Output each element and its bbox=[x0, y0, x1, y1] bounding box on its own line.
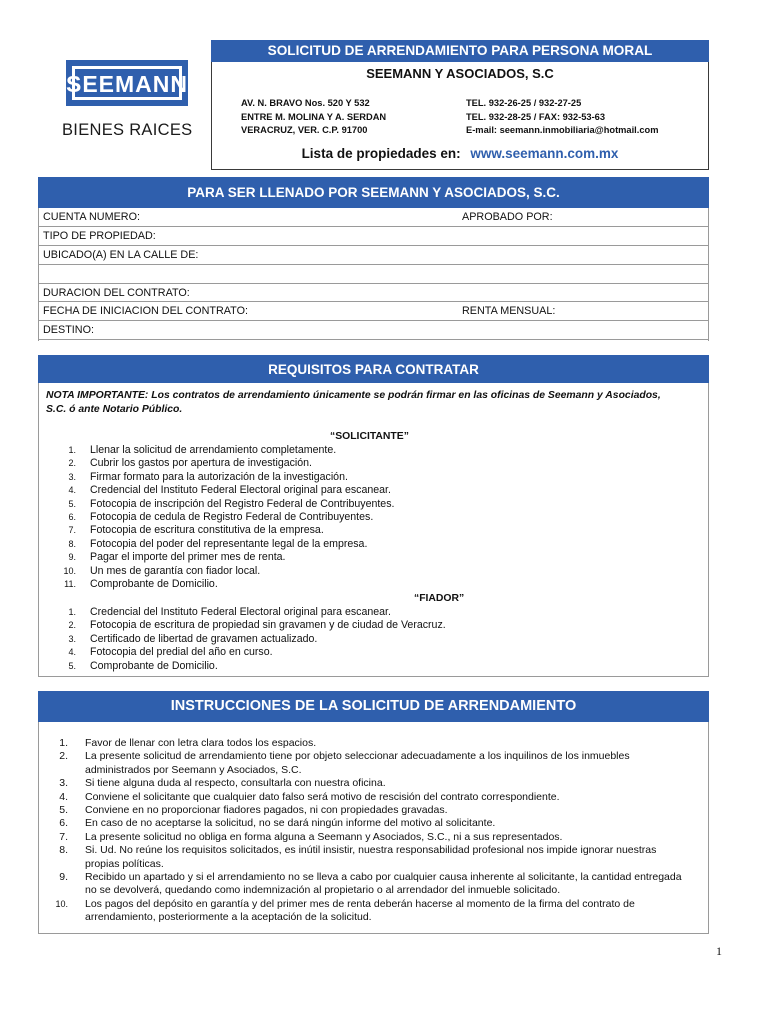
list-item: 3. Firmar formato para la autorización de la investigación. bbox=[68, 470, 348, 483]
contact-line: E-mail: seemann.inmobiliaria@hotmail.com bbox=[466, 125, 659, 135]
header-divider bbox=[211, 169, 709, 170]
solicitante-list bbox=[48, 444, 648, 591]
form-row-tipo[interactable] bbox=[38, 227, 709, 246]
form-title: SOLICITUD DE ARRENDAMIENTO PARA PERSONA MORAL bbox=[211, 40, 709, 62]
list-item: 10. Los pagos del depósito en garantía y del primer mes de renta deberán hacerse al momento de la firma del contrato de arrendamiento, posteriormente a la aceptación de la solicitud. bbox=[55, 897, 635, 924]
instrucciones-title: INSTRUCCIONES DE LA SOLICITUD DE ARRENDAMIENTO bbox=[38, 691, 709, 722]
list-item: 7. La presente solicitud no obliga en forma alguna a Seemann y Asociados, S.C., ni a sus representados. bbox=[59, 830, 563, 843]
form-row-blank[interactable] bbox=[38, 265, 709, 284]
address-line: ENTRE M. MOLINA Y A. SERDAN bbox=[241, 111, 387, 122]
list-item: 2. Cubrir los gastos por apertura de investigación. bbox=[68, 457, 312, 470]
list-item: 6. En caso de no aceptarse la solicitud, no se dará ningún informe del motivo al solicitante. bbox=[59, 817, 496, 830]
list-item: 9. Recibido un apartado y si el arrendamiento no se lleva a cabo por cualquier causa inherente al solicitante, la cantidad entregada no se devolverá, quedando como indemnización al propietario o al arrendador del inmueble solicitado. bbox=[59, 871, 682, 897]
logo-caption: BIENES RAICES bbox=[62, 121, 193, 139]
contact-line: TEL. 932-28-25 / FAX: 932-53-63 bbox=[466, 111, 606, 122]
address-line: VERACRUZ, VER. C.P. 91700 bbox=[241, 125, 368, 135]
cuenta-label: CUENTA NUMERO: bbox=[43, 211, 140, 223]
office-use-form bbox=[38, 208, 709, 340]
list-item: 4. Fotocopia del predial del año en curso. bbox=[68, 646, 273, 659]
address-line: AV. N. BRAVO Nos. 520 Y 532 bbox=[241, 98, 370, 108]
list-item: 5. Fotocopia de inscripción del Registro Federal de Contribuyentes. bbox=[68, 497, 395, 510]
form-section-title: PARA SER LLENADO POR SEEMANN Y ASOCIADOS, S.C. bbox=[38, 177, 709, 208]
logo-wordmark: SEEMANN bbox=[65, 71, 189, 97]
requisitos-title: REQUISITOS PARA CONTRATAR bbox=[38, 355, 709, 383]
destino-label: DESTINO: bbox=[43, 324, 94, 336]
list-item: 3. Si tiene alguna duda al respecto, consultarla con nuestra oficina. bbox=[59, 777, 386, 790]
solicitante-title: “SOLICITANTE” bbox=[330, 431, 409, 442]
form-row-fecha[interactable] bbox=[38, 302, 709, 321]
list-item: 8. Fotocopia del poder del representante legal de la empresa. bbox=[68, 537, 368, 550]
list-item: 10. Un mes de garantía con fiador local. bbox=[63, 564, 261, 577]
list-item: 5. Conviene en no proporcionar fiadores pagados, ni con propiedades gravadas. bbox=[59, 804, 448, 817]
fiador-list bbox=[48, 606, 648, 673]
tipo-label: TIPO DE PROPIEDAD: bbox=[43, 230, 156, 242]
contact-line: TEL. 932-26-25 / 932-27-25 bbox=[466, 98, 582, 108]
important-note: NOTA IMPORTANTE: Los contratos de arrendamiento únicamente se podrán firmar en las oficinas de Seemann y Asociados, S.C. ó ante Notario Público. bbox=[46, 390, 661, 415]
instrucciones-list bbox=[48, 737, 688, 925]
duracion-label: DURACION DEL CONTRATO: bbox=[43, 287, 190, 299]
form-row-ubicado[interactable] bbox=[38, 246, 709, 265]
list-item: 8. Si. Ud. No reúne los requisitos solicitados, es inútil insistir, nuestra responsabilidad profesional nos impide ignorar nuestras propias políticas. bbox=[59, 844, 657, 870]
company-address bbox=[241, 97, 386, 138]
website-link[interactable]: www.seemann.com.mx bbox=[470, 146, 619, 161]
list-item: 5. Comprobante de Domicilio. bbox=[68, 659, 218, 672]
aprobado-label: APROBADO POR: bbox=[462, 211, 553, 223]
list-item: 11. Comprobante de Domicilio. bbox=[64, 578, 218, 591]
company-name: SEEMANN Y ASOCIADOS, S.C bbox=[366, 66, 554, 81]
list-item: 2. La presente solicitud de arrendamiento tiene por objeto seleccionar adecuadamente a los inquilinos de los inmuebles administrados por Seemann y Asociados, S.C. bbox=[59, 750, 630, 776]
list-item: 3. Certificado de libertad de gravamen actualizado. bbox=[68, 632, 318, 645]
seemann-logo-icon bbox=[62, 50, 192, 116]
page-number: 1 bbox=[716, 944, 722, 958]
company-contact bbox=[466, 97, 658, 138]
fiador-title: “FIADOR” bbox=[414, 593, 465, 604]
list-item: 9. Pagar el importe del primer mes de renta. bbox=[68, 551, 286, 564]
list-item: 7. Fotocopia de escritura constitutiva de la empresa. bbox=[68, 524, 324, 537]
form-row-cuenta[interactable] bbox=[38, 208, 709, 227]
website-line bbox=[211, 146, 709, 161]
list-item: 4. Credencial del Instituto Federal Electoral original para escanear. bbox=[68, 484, 391, 497]
list-item: 2. Fotocopia de escritura de propiedad sin gravamen y de ciudad de Veracruz. bbox=[68, 619, 446, 632]
list-item: 1. Llenar la solicitud de arrendamiento completamente. bbox=[68, 444, 337, 456]
fecha-label: FECHA DE INICIACION DEL CONTRATO: bbox=[43, 305, 248, 317]
list-item: 6. Fotocopia de cedula de Registro Federal de Contribuyentes. bbox=[68, 511, 374, 524]
ubicado-label: UBICADO(A) EN LA CALLE DE: bbox=[43, 249, 199, 261]
website-label: Lista de propiedades en: bbox=[301, 146, 461, 161]
form-row-duracion[interactable] bbox=[38, 284, 709, 302]
list-item: 4. Conviene el solicitante que cualquier dato falso será motivo de rescisión del contrato correspondiente. bbox=[59, 790, 560, 803]
renta-label: RENTA MENSUAL: bbox=[462, 305, 556, 317]
form-row-destino[interactable] bbox=[38, 321, 709, 340]
list-item: 1. Favor de llenar con letra clara todos los espacios. bbox=[59, 737, 317, 749]
list-item: 1. Credencial del Instituto Federal Electoral original para escanear. bbox=[68, 606, 391, 618]
